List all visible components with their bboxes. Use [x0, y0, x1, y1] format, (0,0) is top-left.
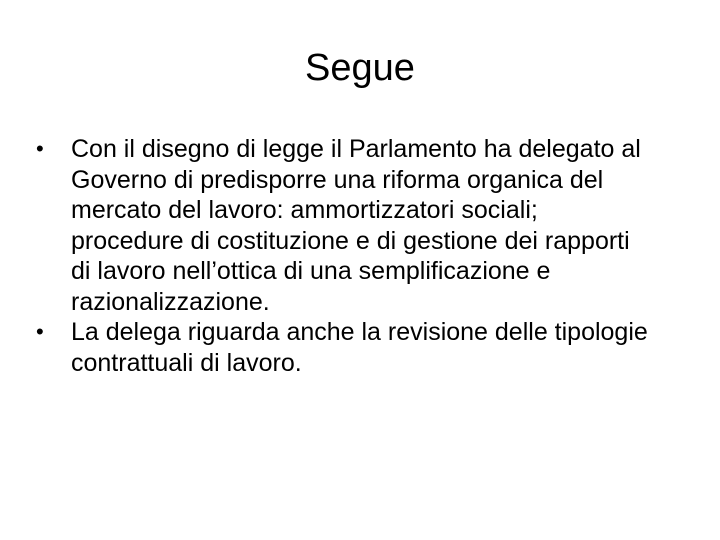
- bullet-item: [36, 134, 656, 317]
- bullet-text: Con il disegno di legge il Parlamento ha delegato al Governo di predisporre una riforma organica del mercato del lavoro: ammortizzatori sociali; procedure di costituzione e di gestione dei rapporti di lavoro nell’ottica di una semplificazione e razionalizzazione.: [71, 135, 641, 316]
- bullet-marker-icon: •: [36, 136, 44, 161]
- bullet-text: La delega riguarda anche la revisione delle tipologie contrattuali di lavoro.: [71, 318, 648, 377]
- bullet-marker-icon: •: [36, 319, 44, 344]
- bullet-list: [36, 134, 656, 378]
- bullet-item: [36, 317, 656, 378]
- slide-title: Segue: [305, 47, 415, 89]
